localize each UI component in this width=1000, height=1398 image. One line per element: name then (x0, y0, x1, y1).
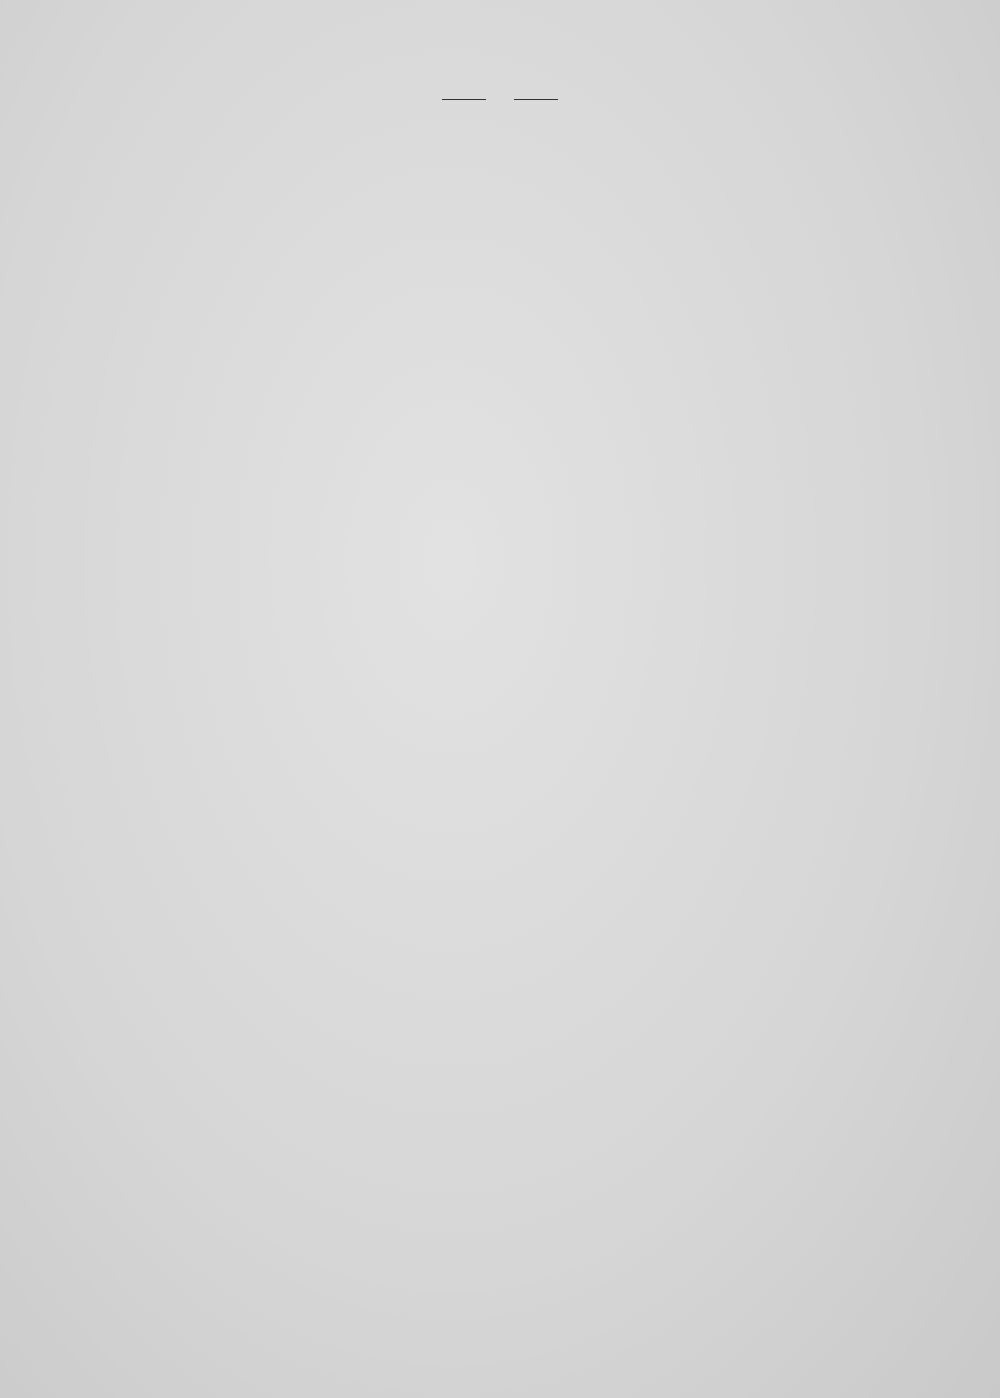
page-number-rule-left (442, 99, 486, 100)
page-number (0, 86, 1000, 110)
page-number-rule-right (514, 99, 558, 100)
